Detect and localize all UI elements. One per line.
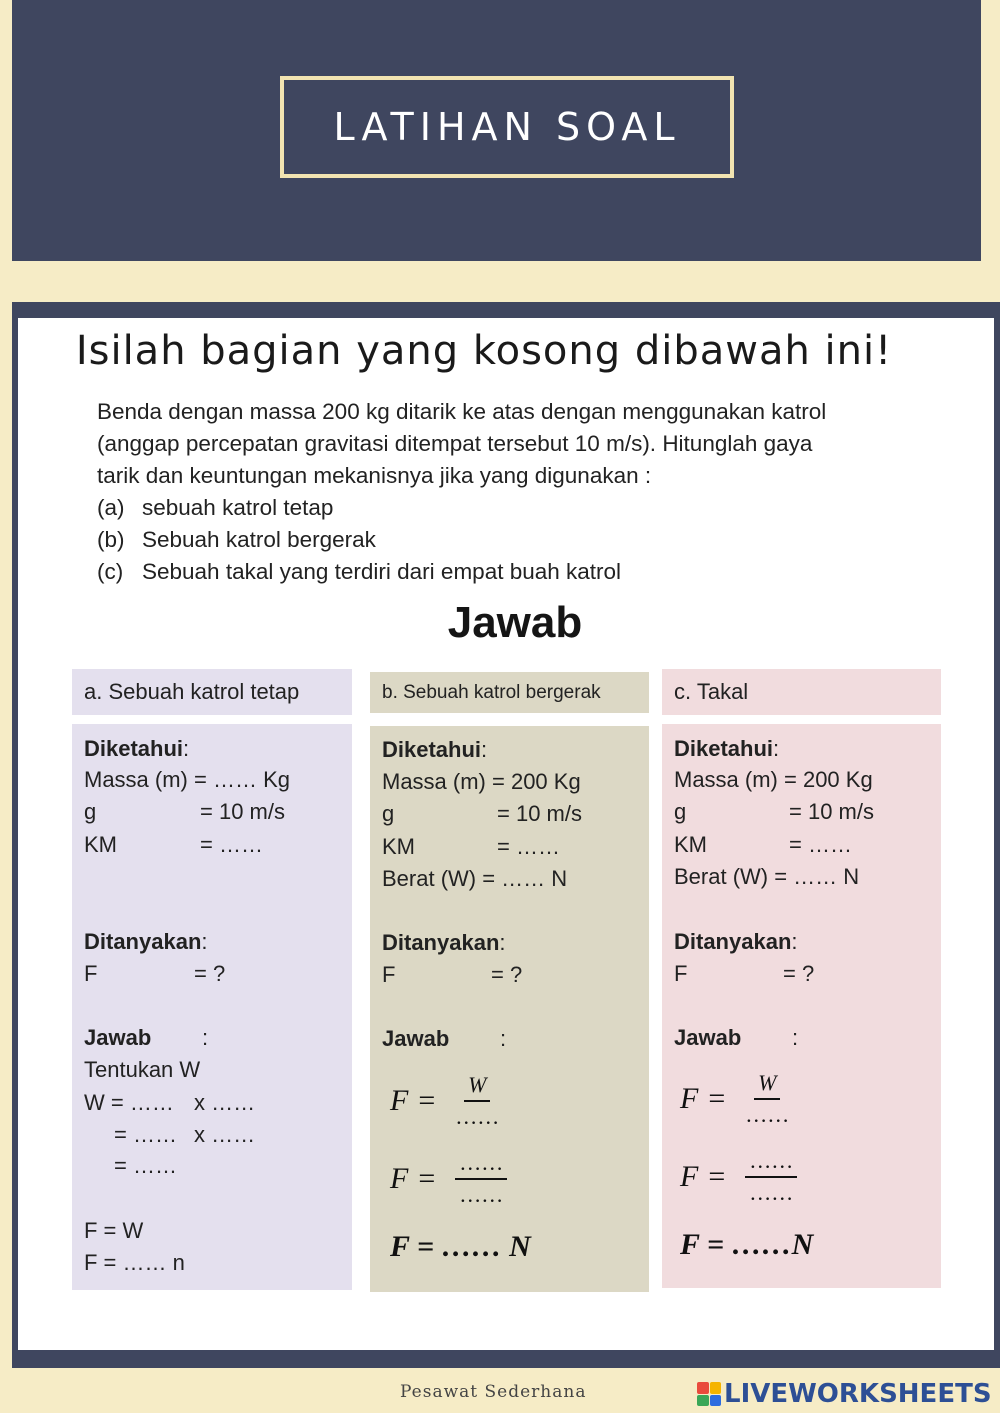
column-c-body	[662, 724, 941, 1288]
equation-3-result-field[interactable]: F = ……N	[680, 1228, 814, 1261]
km-label: KM	[674, 832, 707, 857]
f-label: F	[382, 962, 396, 987]
question-line: (anggap percepatan gravitasi ditempat tersebut 10 m/s). Hitunglah gaya	[97, 431, 813, 456]
jawab-colon: :	[500, 1026, 507, 1051]
jawab-colon: :	[792, 1025, 799, 1050]
eq2-denominator-field[interactable]: ……	[749, 1180, 794, 1205]
g-value: = 10 m/s	[497, 801, 582, 826]
equation-2: F = $\frac{\dots\dots}{\dots\dots}$	[680, 1148, 797, 1206]
jawab-colon: :	[202, 1025, 209, 1050]
equation-2: F = $\frac{\dots\dots}{\dots\dots}$	[390, 1150, 507, 1208]
w-result-field[interactable]: = ……	[114, 1153, 177, 1178]
eq2-denominator-field[interactable]: ……	[459, 1182, 504, 1207]
equation-3-result-field[interactable]: F = …… N	[390, 1230, 531, 1263]
w-step-2-factor-field[interactable]: x ……	[194, 1122, 256, 1147]
ditanyakan-label: Ditanyakan:	[674, 929, 798, 954]
g-value: = 10 m/s	[200, 799, 285, 824]
column-b-header: b. Sebuah katrol bergerak	[370, 672, 649, 713]
equation-1: F = $\frac{W}{\dots\dots}$	[390, 1072, 500, 1129]
page-title: LATIHAN SOAL	[333, 105, 681, 149]
eq1-denominator-field[interactable]: ……	[455, 1104, 500, 1129]
g-label: g	[84, 799, 97, 824]
question-line: tarik dan keuntungan mekanisnya jika yang digunakan :	[97, 463, 652, 488]
f-value: = ?	[194, 961, 226, 986]
liveworksheets-wordmark: LIVEWORKSHEETS	[724, 1379, 992, 1409]
question-line: Benda dengan massa 200 kg ditarik ke atas dengan menggunakan katrol	[97, 399, 827, 424]
jawab-label: Jawab	[382, 1026, 450, 1051]
km-label: KM	[84, 832, 117, 857]
option-a: (a) sebuah katrol tetap	[97, 495, 334, 520]
diketahui-label: Diketahui:	[84, 736, 190, 761]
w-step-2-field[interactable]: = ……	[114, 1122, 177, 1147]
footer-subject: Pesawat Sederhana	[400, 1382, 587, 1402]
question-text	[97, 396, 897, 588]
answer-title: Jawab	[447, 598, 583, 647]
f-result-field[interactable]: F = …… n	[84, 1250, 185, 1275]
massa-value: Massa (m) = 200 Kg	[382, 769, 581, 794]
jawab-label: Jawab	[674, 1025, 742, 1050]
ditanyakan-label: Ditanyakan:	[382, 930, 506, 955]
f-value: = ?	[491, 962, 523, 987]
massa-field[interactable]: Massa (m) = …… Kg	[84, 767, 290, 792]
km-label: KM	[382, 834, 415, 859]
jawab-label: Jawab	[84, 1025, 152, 1050]
column-c-header: c. Takal	[662, 669, 941, 715]
berat-field[interactable]: Berat (W) = …… N	[382, 866, 568, 891]
w-step-1-field[interactable]: W = ……	[84, 1090, 174, 1115]
diketahui-label: Diketahui:	[382, 737, 488, 762]
f-equals-w: F = W	[84, 1218, 144, 1243]
berat-field[interactable]: Berat (W) = …… N	[674, 864, 860, 889]
column-a-header: a. Sebuah katrol tetap	[72, 669, 352, 715]
km-field[interactable]: = ……	[497, 834, 560, 859]
liveworksheets-icon	[697, 1382, 721, 1406]
instruction-heading: Isilah bagian yang kosong dibawah ini!	[75, 328, 893, 374]
tentukan-w: Tentukan W	[84, 1057, 201, 1082]
f-label: F	[674, 961, 688, 986]
title-box	[280, 76, 734, 178]
column-b-body	[370, 726, 649, 1292]
equation-1: F = $\frac{W}{\dots\dots}$	[680, 1070, 790, 1127]
g-value: = 10 m/s	[789, 799, 874, 824]
km-field[interactable]: = ……	[789, 832, 852, 857]
diketahui-label: Diketahui:	[674, 736, 780, 761]
eq2-numerator-field[interactable]: ……	[455, 1150, 507, 1180]
liveworksheets-logo	[697, 1376, 992, 1412]
f-value: = ?	[783, 961, 815, 986]
massa-value: Massa (m) = 200 Kg	[674, 767, 873, 792]
option-c: (c) Sebuah takal yang terdiri dari empat buah katrol	[97, 559, 622, 584]
eq2-numerator-field[interactable]: ……	[745, 1148, 797, 1178]
w-step-1-factor-field[interactable]: x ……	[194, 1090, 256, 1115]
ditanyakan-label: Ditanyakan:	[84, 929, 208, 954]
option-b: (b) Sebuah katrol bergerak	[97, 527, 376, 552]
column-a-body	[72, 724, 352, 1290]
f-label: F	[84, 961, 98, 986]
header-banner	[12, 0, 981, 261]
eq1-denominator-field[interactable]: ……	[745, 1102, 790, 1127]
g-label: g	[382, 801, 395, 826]
km-field[interactable]: = ……	[200, 832, 263, 857]
g-label: g	[674, 799, 687, 824]
